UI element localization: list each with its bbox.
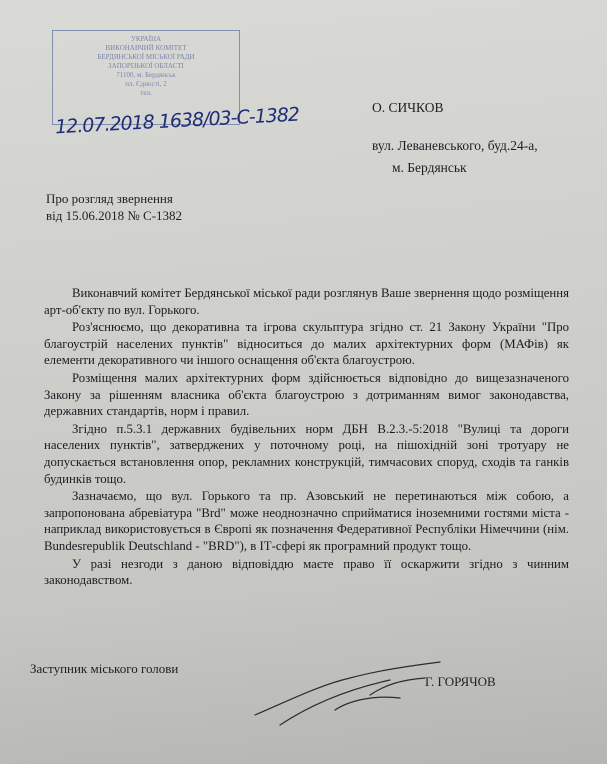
handwritten-registration-number: 12.07.2018 1638/03-С-1382 bbox=[54, 103, 300, 139]
stamp-line: ВИКОНАВЧИЙ КОМІТЕТ bbox=[105, 44, 187, 52]
subject-block bbox=[46, 190, 182, 224]
body-paragraph: Роз'яснюємо, що декоративна та ігрова скульптура згідно ст. 21 Закону України "Про благоустрій населених пунктів" відноситься до малих архітектурних форм (МАФів) як елементи декоративного чи іншого оснащення об'єкта благоустрою. bbox=[44, 320, 569, 368]
subject-line: Про розгляд звернення bbox=[46, 191, 173, 206]
body-paragraph: У разі незгоди з даною відповіддю маєте право її оскаржити згідно з чинним законодавством. bbox=[44, 556, 569, 588]
body-paragraph: Розміщення малих архітектурних форм здійснюється відповідно до вищезазначеного Закону за рішенням власника об'єкта благоустрою з дотриманням вимог законодавства, державних стандартів, норм і правил. bbox=[44, 370, 569, 419]
stamp-line: тел. bbox=[140, 89, 152, 97]
stamp-line: 71100, м. Бердянськ bbox=[116, 71, 176, 79]
recipient-block bbox=[372, 97, 538, 179]
subject-reference: від 15.06.2018 № С-1382 bbox=[46, 208, 183, 223]
recipient-address: вул. Леваневського, буд.24-а, bbox=[372, 138, 538, 153]
stamp-line: ЗАПОРІЗЬКОЇ ОБЛАСТІ bbox=[108, 62, 184, 70]
handwritten-signature bbox=[250, 640, 450, 730]
stamp-line: БЕРДЯНСЬКОЇ МІСЬКОЇ РАДИ bbox=[97, 53, 195, 61]
recipient-city: м. Бердянськ bbox=[392, 160, 467, 175]
stamp-line: пл. Єдності, 2 bbox=[125, 80, 167, 88]
body-paragraph: Виконавчий комітет Бердянської міської ради розглянув Ваше звернення щодо розміщення арт-об'єкту по вул. Горького. bbox=[44, 286, 569, 317]
stamp-line: УКРАЇНА bbox=[130, 35, 162, 43]
signatory-name: Г. ГОРЯЧОВ bbox=[425, 674, 496, 689]
letter-body bbox=[44, 285, 569, 590]
recipient-name: О. СИЧКОВ bbox=[372, 100, 444, 115]
signatory-title: Заступник міського голови bbox=[30, 661, 179, 676]
body-paragraph: Зазначаємо, що вул. Горького та пр. Азовський не перетинаються між собою, а запропонована абревіатура "Brd" може неоднозначно сприйматися іноземними гостями міста - наприклад використовується в Європі як позначення Федеративної Республіки Німеччини (нім. Bundesrepublik Deutschland - "BRD"), в ІТ-сфері як програмний продукт тощо. bbox=[44, 489, 569, 553]
body-paragraph: Згідно п.5.3.1 державних будівельних норм ДБН В.2.3.-5:2018 "Вулиці та дороги населених пунктів", затверджених у поточному році, на пішохідній зоні тротуару не допускається встановлення опор, рекламних конструкцій, тимчасових споруд, сходів та ганків будинків тощо. bbox=[44, 421, 569, 486]
